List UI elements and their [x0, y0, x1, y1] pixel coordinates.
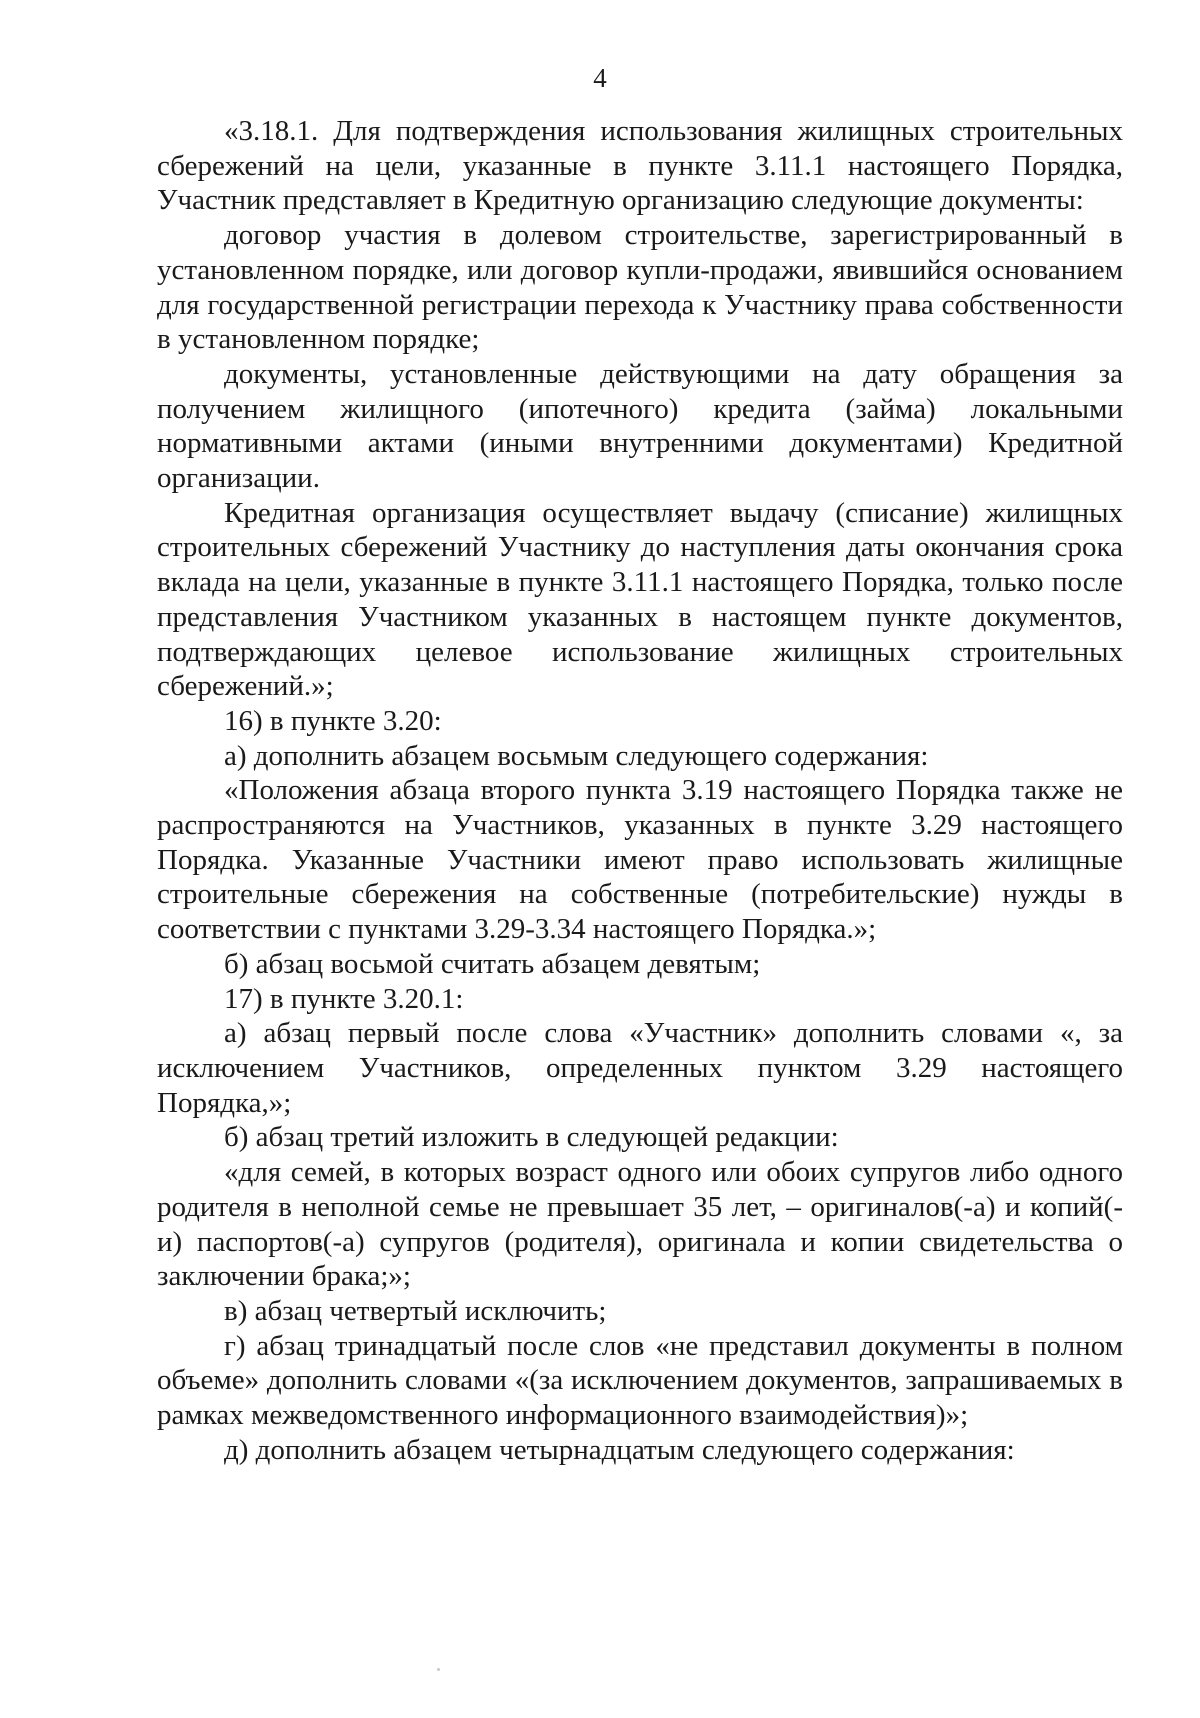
paragraph-share-agreement: договор участия в долевом строительстве, зарегистрированный в установленном порядке, или договор купли-продажи, явившийся основанием для государственной регистрации перехода к Участнику права собственности в установленном порядке; — [157, 219, 1123, 356]
document-body — [157, 114, 1123, 1467]
paragraph-item-16b: б) абзац восьмой считать абзацем девятым; — [224, 947, 761, 980]
paragraph-item-17a: а) абзац первый после слова «Участник» дополнить словами «, за исключением Участников, определенных пунктом 3.29 настоящего Порядка,»; — [157, 1017, 1123, 1119]
paragraph-item-17b: б) абзац третий изложить в следующей редакции: — [224, 1121, 839, 1154]
paragraph-bank-documents: документы, установленные действующими на дату обращения за получением жилищного (ипотечного) кредита (займа) локальными нормативными актами (иными внутренними документами) Кредитной организации. — [157, 357, 1123, 495]
paragraph-item-16a: а) дополнить абзацем восьмым следующего содержания: — [224, 739, 929, 772]
scan-speck — [437, 1668, 440, 1671]
paragraph-item-17: 17) в пункте 3.20.1: — [224, 982, 464, 1015]
paragraph-quoted-3-19-provisions: «Положения абзаца второго пункта 3.19 настоящего Порядка также не распространяются на Участников, указанных в пункте 3.29 настоящего Порядка. Указанные Участники имеют право использовать жилищные строительные сбережения на собственные (потребительские) нужды в соответствии с пунктами 3.29-3.34 настоящего Порядка.»; — [157, 774, 1123, 946]
page-number: 4 — [593, 63, 607, 93]
paragraph-item-16: 16) в пункте 3.20: — [224, 704, 442, 737]
paragraph-credit-organization-payout: Кредитная организация осуществляет выдачу (списание) жилищных строительных сбережений Участнику до наступления даты окончания срока вклада на цели, указанные в пункте 3.11.1 настоящего Порядка, только после представления Участником указанных в настоящем пункте документов, подтверждающих целевое использование жилищных строительных сбережений.»; — [157, 496, 1123, 703]
paragraph-quoted-families: «для семей, в которых возраст одного или обоих супругов либо одного родителя в неполной семье не превышает 35 лет, – оригиналов(-а) и копий(-и) паспортов(-а) супругов (родителя), оригинала и копии свидетельства о заключении брака;»; — [157, 1156, 1123, 1293]
paragraph-item-17d: д) дополнить абзацем четырнадцатым следующего содержания: — [224, 1433, 1015, 1466]
paragraph-item-17v: в) абзац четвертый исключить; — [224, 1294, 607, 1327]
paragraph-item-17g: г) абзац тринадцатый после слов «не представил документы в полном объеме» дополнить словами «(за исключением документов, запрашиваемых в рамках межведомственного информационного взаимодействия)»; — [157, 1329, 1123, 1432]
paragraph-3-18-1-intro: «3.18.1. Для подтверждения использования жилищных строительных сбережений на цели, указанные в пункте 3.11.1 настоящего Порядка, Участник представляет в Кредитную организацию следующие документы: — [157, 115, 1123, 217]
